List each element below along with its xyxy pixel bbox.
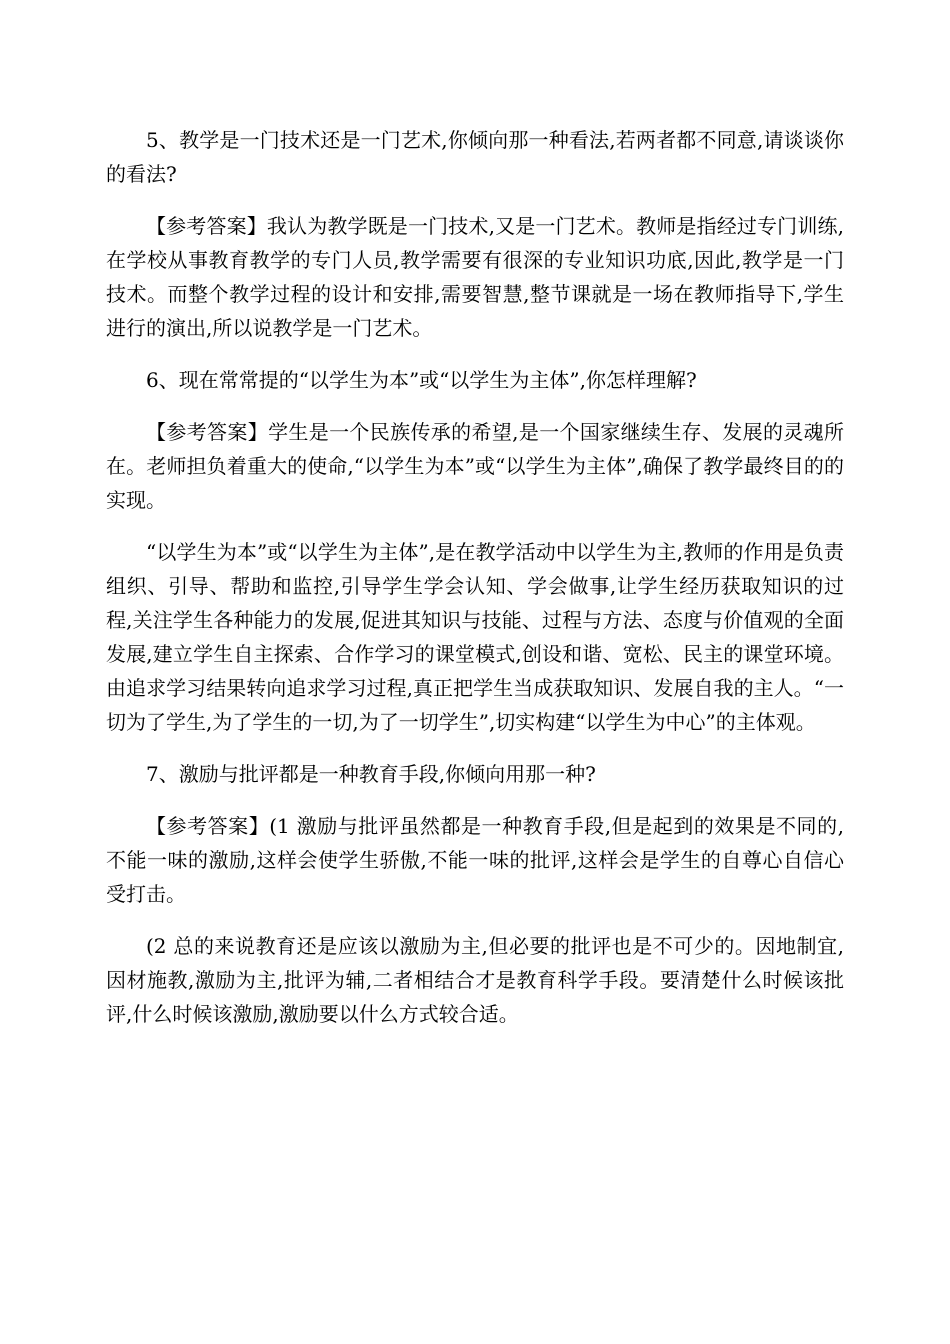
answer-6-continued-text: “以学生为本”或“以学生为主体”,是在教学活动中以学生为主,教师的作用是负责组织、引导、帮助和监控,引导学生学会认知、学会做事,让学生经历获取知识的过程,关注学生各种能力的发展,促进其知识与技能、过程与方法、态度与价值观的全面发展,建立学生自主探索、合作学习的课堂模式,创设和谐、宽松、民主的课堂环境。由追求学习结果转向追求学习过程,真正把学生当成获取知识、发展自我的主人。“一切为了学生,为了学生的一切,为了一切学生”,切实构建“以学生为中心”的主体观。	[106, 540, 844, 734]
answer-6	[106, 415, 844, 517]
question-5	[106, 123, 844, 191]
question-6-text: 6、现在常常提的“以学生为本”或“以学生为主体”,你怎样理解?	[146, 368, 697, 392]
document-page	[106, 123, 844, 1049]
answer-6-continued	[106, 535, 844, 739]
question-5-text: 5、教学是一门技术还是一门艺术,你倾向那一种看法,若两者都不同意,请谈谈你的看法?	[106, 128, 844, 186]
answer-5	[106, 209, 844, 345]
answer-6-text: 学生是一个民族传承的希望,是一个国家继续生存、发展的灵魂所在。老师担负着重大的使命,“以学生为本”或“以学生为主体”,确保了教学最终目的的实现。	[106, 420, 845, 512]
answer-label: 【参考答案】	[146, 814, 270, 838]
answer-5-text: 我认为教学既是一门技术,又是一门艺术。教师是指经过专门训练,在学校从事教育教学的专门人员,教学需要有很深的专业知识功底,因此,教学是一门技术。而整个教学过程的设计和安排,需要智慧,整节课就是一场在教师指导下,学生进行的演出,所以说教学是一门艺术。	[106, 214, 844, 340]
question-7	[106, 757, 844, 791]
question-6	[106, 363, 844, 397]
answer-7-text: (1 激励与批评虽然都是一种教育手段,但是起到的效果是不同的,不能一味的激励,这样会使学生骄傲,不能一味的批评,这样会是学生的自尊心自信心受打击。	[106, 814, 844, 906]
answer-7-continued	[106, 929, 844, 1031]
answer-label: 【参考答案】	[146, 214, 267, 238]
answer-7	[106, 809, 844, 911]
answer-7-continued-text: (2 总的来说教育还是应该以激励为主,但必要的批评也是不可少的。因地制宜,因材施教,激励为主,批评为辅,二者相结合才是教育科学手段。要清楚什么时候该批评,什么时候该激励,激励要以什么方式较合适。	[106, 934, 844, 1026]
answer-label: 【参考答案】	[146, 420, 269, 444]
question-7-text: 7、激励与批评都是一种教育手段,你倾向用那一种?	[146, 762, 596, 786]
